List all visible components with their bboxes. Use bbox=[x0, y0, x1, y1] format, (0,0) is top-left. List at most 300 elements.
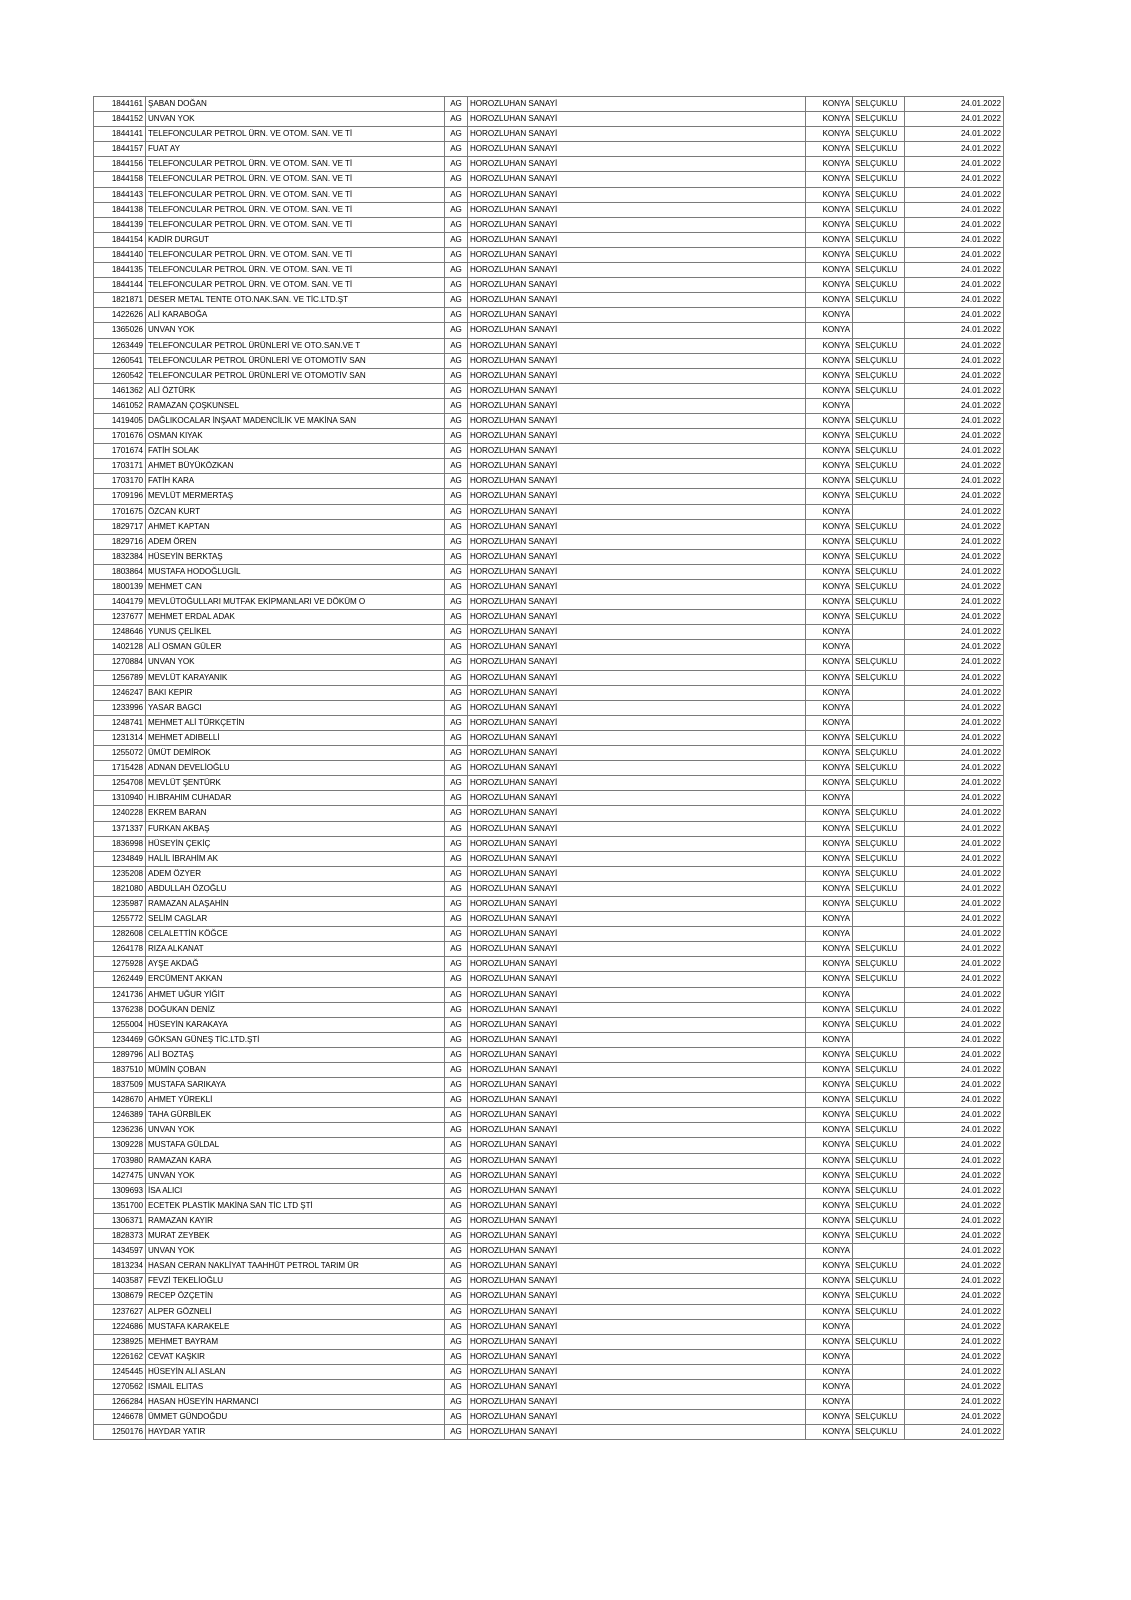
cell-region: HOROZLUHAN SANAYİ bbox=[468, 429, 806, 444]
cell-name: RAMAZAN KAYIR bbox=[146, 1213, 445, 1228]
cell-name: DOĞUKAN DENİZ bbox=[146, 1002, 445, 1017]
cell-date: 24.01.2022 bbox=[905, 1138, 1004, 1153]
cell-region: HOROZLUHAN SANAYİ bbox=[468, 1334, 806, 1349]
cell-city: KONYA bbox=[806, 1183, 853, 1198]
cell-name: GÖKSAN GÜNEŞ TİC.LTD.ŞTİ bbox=[146, 1032, 445, 1047]
cell-region: HOROZLUHAN SANAYİ bbox=[468, 353, 806, 368]
cell-city: KONYA bbox=[806, 1274, 853, 1289]
cell-date: 24.01.2022 bbox=[905, 1168, 1004, 1183]
cell-id: 1248741 bbox=[94, 715, 146, 730]
cell-id: 1404179 bbox=[94, 595, 146, 610]
cell-region: HOROZLUHAN SANAYİ bbox=[468, 715, 806, 730]
cell-region: HOROZLUHAN SANAYİ bbox=[468, 866, 806, 881]
cell-code: AG bbox=[445, 942, 468, 957]
table-body bbox=[94, 97, 1004, 1440]
cell-code: AG bbox=[445, 1319, 468, 1334]
cell-code: AG bbox=[445, 1168, 468, 1183]
cell-id: 1837510 bbox=[94, 1063, 146, 1078]
cell-code: AG bbox=[445, 278, 468, 293]
cell-region: HOROZLUHAN SANAYİ bbox=[468, 187, 806, 202]
cell-code: AG bbox=[445, 1153, 468, 1168]
cell-region: HOROZLUHAN SANAYİ bbox=[468, 564, 806, 579]
cell-code: AG bbox=[445, 730, 468, 745]
table-row bbox=[94, 1093, 1004, 1108]
cell-id: 1837509 bbox=[94, 1078, 146, 1093]
cell-district: SELÇUKLU bbox=[853, 1093, 905, 1108]
cell-region: HOROZLUHAN SANAYİ bbox=[468, 1108, 806, 1123]
cell-code: AG bbox=[445, 806, 468, 821]
cell-city: KONYA bbox=[806, 1047, 853, 1062]
cell-region: HOROZLUHAN SANAYİ bbox=[468, 263, 806, 278]
cell-name: ALİ BOZTAŞ bbox=[146, 1047, 445, 1062]
table-row bbox=[94, 1183, 1004, 1198]
cell-date: 24.01.2022 bbox=[905, 142, 1004, 157]
cell-city: KONYA bbox=[806, 1138, 853, 1153]
cell-city: KONYA bbox=[806, 610, 853, 625]
table-row bbox=[94, 806, 1004, 821]
cell-id: 1821080 bbox=[94, 881, 146, 896]
cell-district: SELÇUKLU bbox=[853, 278, 905, 293]
cell-code: AG bbox=[445, 595, 468, 610]
cell-district: SELÇUKLU bbox=[853, 896, 905, 911]
cell-date: 24.01.2022 bbox=[905, 1063, 1004, 1078]
cell-city: KONYA bbox=[806, 957, 853, 972]
cell-region: HOROZLUHAN SANAYİ bbox=[468, 308, 806, 323]
table-row bbox=[94, 489, 1004, 504]
cell-code: AG bbox=[445, 700, 468, 715]
table-row bbox=[94, 987, 1004, 1002]
cell-city: KONYA bbox=[806, 398, 853, 413]
table-row bbox=[94, 263, 1004, 278]
table-row bbox=[94, 308, 1004, 323]
cell-city: KONYA bbox=[806, 1032, 853, 1047]
cell-city: KONYA bbox=[806, 353, 853, 368]
cell-date: 24.01.2022 bbox=[905, 655, 1004, 670]
cell-date: 24.01.2022 bbox=[905, 172, 1004, 187]
cell-date: 24.01.2022 bbox=[905, 293, 1004, 308]
cell-id: 1844140 bbox=[94, 247, 146, 262]
cell-id: 1234849 bbox=[94, 851, 146, 866]
table-row bbox=[94, 142, 1004, 157]
cell-code: AG bbox=[445, 1063, 468, 1078]
cell-region: HOROZLUHAN SANAYİ bbox=[468, 232, 806, 247]
cell-region: HOROZLUHAN SANAYİ bbox=[468, 1123, 806, 1138]
cell-date: 24.01.2022 bbox=[905, 127, 1004, 142]
cell-district: SELÇUKLU bbox=[853, 338, 905, 353]
table-row bbox=[94, 610, 1004, 625]
cell-date: 24.01.2022 bbox=[905, 1395, 1004, 1410]
cell-code: AG bbox=[445, 1047, 468, 1062]
cell-name: UNVAN YOK bbox=[146, 112, 445, 127]
cell-date: 24.01.2022 bbox=[905, 1304, 1004, 1319]
cell-name: MEVLÜTOĞULLARI MUTFAK EKİPMANLARI VE DÖKÜM O bbox=[146, 595, 445, 610]
cell-date: 24.01.2022 bbox=[905, 1229, 1004, 1244]
cell-region: HOROZLUHAN SANAYİ bbox=[468, 383, 806, 398]
cell-id: 1246247 bbox=[94, 685, 146, 700]
cell-name: İSA ALICI bbox=[146, 1183, 445, 1198]
cell-city: KONYA bbox=[806, 1334, 853, 1349]
cell-code: AG bbox=[445, 157, 468, 172]
cell-name: AHMET BÜYÜKÖZKAN bbox=[146, 459, 445, 474]
cell-code: AG bbox=[445, 776, 468, 791]
table-row bbox=[94, 534, 1004, 549]
cell-date: 24.01.2022 bbox=[905, 564, 1004, 579]
cell-district: SELÇUKLU bbox=[853, 1410, 905, 1425]
cell-name: RECEP ÖZÇETİN bbox=[146, 1289, 445, 1304]
cell-code: AG bbox=[445, 1017, 468, 1032]
cell-id: 1260542 bbox=[94, 368, 146, 383]
subscriber-list-table bbox=[93, 96, 1004, 1440]
cell-city: KONYA bbox=[806, 1364, 853, 1379]
table-row bbox=[94, 323, 1004, 338]
cell-id: 1461362 bbox=[94, 383, 146, 398]
cell-date: 24.01.2022 bbox=[905, 670, 1004, 685]
cell-name: ALİ ÖZTÜRK bbox=[146, 383, 445, 398]
cell-district: SELÇUKLU bbox=[853, 761, 905, 776]
cell-district bbox=[853, 1319, 905, 1334]
cell-region: HOROZLUHAN SANAYİ bbox=[468, 655, 806, 670]
cell-date: 24.01.2022 bbox=[905, 912, 1004, 927]
cell-district: SELÇUKLU bbox=[853, 247, 905, 262]
cell-id: 1255004 bbox=[94, 1017, 146, 1032]
cell-district: SELÇUKLU bbox=[853, 1304, 905, 1319]
cell-city: KONYA bbox=[806, 896, 853, 911]
cell-date: 24.01.2022 bbox=[905, 429, 1004, 444]
cell-id: 1270562 bbox=[94, 1379, 146, 1394]
cell-region: HOROZLUHAN SANAYİ bbox=[468, 1017, 806, 1032]
cell-code: AG bbox=[445, 474, 468, 489]
cell-date: 24.01.2022 bbox=[905, 1108, 1004, 1123]
cell-name: MEHMET CAN bbox=[146, 580, 445, 595]
cell-id: 1235208 bbox=[94, 866, 146, 881]
cell-id: 1246678 bbox=[94, 1410, 146, 1425]
cell-district: SELÇUKLU bbox=[853, 1198, 905, 1213]
cell-name: ADEM ÖREN bbox=[146, 534, 445, 549]
table-row bbox=[94, 1108, 1004, 1123]
cell-id: 1240228 bbox=[94, 806, 146, 821]
cell-name: MUSTAFA GÜLDAL bbox=[146, 1138, 445, 1153]
table-row bbox=[94, 97, 1004, 112]
cell-date: 24.01.2022 bbox=[905, 353, 1004, 368]
cell-id: 1821871 bbox=[94, 293, 146, 308]
table-row bbox=[94, 655, 1004, 670]
cell-name: MÜMİN ÇOBAN bbox=[146, 1063, 445, 1078]
cell-city: KONYA bbox=[806, 127, 853, 142]
cell-district: SELÇUKLU bbox=[853, 776, 905, 791]
table-row bbox=[94, 353, 1004, 368]
cell-region: HOROZLUHAN SANAYİ bbox=[468, 1032, 806, 1047]
cell-date: 24.01.2022 bbox=[905, 202, 1004, 217]
cell-date: 24.01.2022 bbox=[905, 1244, 1004, 1259]
cell-name: FURKAN AKBAŞ bbox=[146, 821, 445, 836]
cell-name: TAHA GÜRBİLEK bbox=[146, 1108, 445, 1123]
cell-id: 1236236 bbox=[94, 1123, 146, 1138]
cell-region: HOROZLUHAN SANAYİ bbox=[468, 912, 806, 927]
cell-region: HOROZLUHAN SANAYİ bbox=[468, 172, 806, 187]
cell-name: SELİM CAGLAR bbox=[146, 912, 445, 927]
cell-date: 24.01.2022 bbox=[905, 776, 1004, 791]
cell-id: 1245445 bbox=[94, 1364, 146, 1379]
table-row bbox=[94, 157, 1004, 172]
table-row bbox=[94, 413, 1004, 428]
cell-name: TELEFONCULAR PETROL ÜRN. VE OTOM. SAN. VE Tİ bbox=[146, 263, 445, 278]
cell-date: 24.01.2022 bbox=[905, 1002, 1004, 1017]
cell-region: HOROZLUHAN SANAYİ bbox=[468, 700, 806, 715]
cell-id: 1844135 bbox=[94, 263, 146, 278]
cell-district: SELÇUKLU bbox=[853, 1002, 905, 1017]
cell-name: UNVAN YOK bbox=[146, 1168, 445, 1183]
cell-city: KONYA bbox=[806, 580, 853, 595]
table-row bbox=[94, 564, 1004, 579]
cell-name: MEHMET ERDAL ADAK bbox=[146, 610, 445, 625]
cell-district: SELÇUKLU bbox=[853, 821, 905, 836]
cell-date: 24.01.2022 bbox=[905, 534, 1004, 549]
table-row bbox=[94, 836, 1004, 851]
cell-date: 24.01.2022 bbox=[905, 866, 1004, 881]
cell-name: TELEFONCULAR PETROL ÜRN. VE OTOM. SAN. VE Tİ bbox=[146, 217, 445, 232]
cell-code: AG bbox=[445, 413, 468, 428]
cell-id: 1234469 bbox=[94, 1032, 146, 1047]
cell-date: 24.01.2022 bbox=[905, 851, 1004, 866]
cell-name: RAMAZAN ALAŞAHİN bbox=[146, 896, 445, 911]
cell-id: 1371337 bbox=[94, 821, 146, 836]
cell-city: KONYA bbox=[806, 1123, 853, 1138]
cell-district: SELÇUKLU bbox=[853, 172, 905, 187]
cell-name: TELEFONCULAR PETROL ÜRN. VE OTOM. SAN. VE Tİ bbox=[146, 247, 445, 262]
cell-district: SELÇUKLU bbox=[853, 112, 905, 127]
cell-id: 1703980 bbox=[94, 1153, 146, 1168]
cell-id: 1803864 bbox=[94, 564, 146, 579]
cell-city: KONYA bbox=[806, 308, 853, 323]
cell-date: 24.01.2022 bbox=[905, 1213, 1004, 1228]
cell-region: HOROZLUHAN SANAYİ bbox=[468, 640, 806, 655]
cell-district: SELÇUKLU bbox=[853, 1259, 905, 1274]
cell-code: AG bbox=[445, 127, 468, 142]
cell-region: HOROZLUHAN SANAYİ bbox=[468, 851, 806, 866]
cell-city: KONYA bbox=[806, 232, 853, 247]
cell-region: HOROZLUHAN SANAYİ bbox=[468, 927, 806, 942]
cell-city: KONYA bbox=[806, 338, 853, 353]
table-row bbox=[94, 1153, 1004, 1168]
cell-date: 24.01.2022 bbox=[905, 97, 1004, 112]
cell-code: AG bbox=[445, 896, 468, 911]
cell-id: 1836998 bbox=[94, 836, 146, 851]
table-row bbox=[94, 1168, 1004, 1183]
table-row bbox=[94, 851, 1004, 866]
cell-code: AG bbox=[445, 851, 468, 866]
cell-date: 24.01.2022 bbox=[905, 263, 1004, 278]
cell-name: HASAN CERAN NAKLİYAT TAAHHÜT PETROL TARIM ÜR bbox=[146, 1259, 445, 1274]
cell-date: 24.01.2022 bbox=[905, 761, 1004, 776]
cell-date: 24.01.2022 bbox=[905, 1379, 1004, 1394]
cell-region: HOROZLUHAN SANAYİ bbox=[468, 293, 806, 308]
cell-id: 1224686 bbox=[94, 1319, 146, 1334]
cell-name: DESER METAL TENTE OTO.NAK.SAN. VE TİC.LTD.ŞT bbox=[146, 293, 445, 308]
cell-region: HOROZLUHAN SANAYİ bbox=[468, 1410, 806, 1425]
cell-district: SELÇUKLU bbox=[853, 595, 905, 610]
table-row bbox=[94, 1078, 1004, 1093]
cell-district bbox=[853, 1379, 905, 1394]
cell-date: 24.01.2022 bbox=[905, 806, 1004, 821]
cell-date: 24.01.2022 bbox=[905, 247, 1004, 262]
cell-city: KONYA bbox=[806, 368, 853, 383]
table-row bbox=[94, 1213, 1004, 1228]
table-row bbox=[94, 761, 1004, 776]
cell-district: SELÇUKLU bbox=[853, 1047, 905, 1062]
cell-district: SELÇUKLU bbox=[853, 217, 905, 232]
cell-id: 1264178 bbox=[94, 942, 146, 957]
table-row bbox=[94, 1017, 1004, 1032]
cell-region: HOROZLUHAN SANAYİ bbox=[468, 625, 806, 640]
cell-name: MEHMET ADIBELLİ bbox=[146, 730, 445, 745]
cell-id: 1275928 bbox=[94, 957, 146, 972]
cell-date: 24.01.2022 bbox=[905, 383, 1004, 398]
table-row bbox=[94, 278, 1004, 293]
table-row bbox=[94, 791, 1004, 806]
cell-name: AHMET KAPTAN bbox=[146, 519, 445, 534]
cell-region: HOROZLUHAN SANAYİ bbox=[468, 459, 806, 474]
cell-code: AG bbox=[445, 1229, 468, 1244]
cell-code: AG bbox=[445, 1395, 468, 1410]
cell-city: KONYA bbox=[806, 851, 853, 866]
cell-district: SELÇUKLU bbox=[853, 730, 905, 745]
cell-region: HOROZLUHAN SANAYİ bbox=[468, 821, 806, 836]
cell-date: 24.01.2022 bbox=[905, 896, 1004, 911]
table-row bbox=[94, 1123, 1004, 1138]
cell-id: 1289796 bbox=[94, 1047, 146, 1062]
cell-date: 24.01.2022 bbox=[905, 1425, 1004, 1440]
cell-city: KONYA bbox=[806, 444, 853, 459]
cell-district: SELÇUKLU bbox=[853, 1153, 905, 1168]
cell-name: MEVLÜT ŞENTÜRK bbox=[146, 776, 445, 791]
cell-id: 1309228 bbox=[94, 1138, 146, 1153]
cell-city: KONYA bbox=[806, 927, 853, 942]
cell-district bbox=[853, 685, 905, 700]
cell-date: 24.01.2022 bbox=[905, 1093, 1004, 1108]
cell-city: KONYA bbox=[806, 912, 853, 927]
table-row bbox=[94, 549, 1004, 564]
cell-date: 24.01.2022 bbox=[905, 1078, 1004, 1093]
cell-city: KONYA bbox=[806, 1410, 853, 1425]
cell-city: KONYA bbox=[806, 791, 853, 806]
cell-code: AG bbox=[445, 685, 468, 700]
cell-name: TELEFONCULAR PETROL ÜRN. VE OTOM. SAN. VE Tİ bbox=[146, 187, 445, 202]
table-row bbox=[94, 112, 1004, 127]
cell-district: SELÇUKLU bbox=[853, 957, 905, 972]
table-row bbox=[94, 957, 1004, 972]
cell-date: 24.01.2022 bbox=[905, 730, 1004, 745]
cell-date: 24.01.2022 bbox=[905, 881, 1004, 896]
cell-district: SELÇUKLU bbox=[853, 1274, 905, 1289]
cell-region: HOROZLUHAN SANAYİ bbox=[468, 761, 806, 776]
cell-date: 24.01.2022 bbox=[905, 1259, 1004, 1274]
cell-code: AG bbox=[445, 1410, 468, 1425]
cell-district: SELÇUKLU bbox=[853, 806, 905, 821]
cell-district: SELÇUKLU bbox=[853, 564, 905, 579]
cell-code: AG bbox=[445, 1078, 468, 1093]
cell-district: SELÇUKLU bbox=[853, 187, 905, 202]
cell-district: SELÇUKLU bbox=[853, 1289, 905, 1304]
cell-code: AG bbox=[445, 1002, 468, 1017]
cell-district bbox=[853, 504, 905, 519]
cell-city: KONYA bbox=[806, 1229, 853, 1244]
table-row bbox=[94, 580, 1004, 595]
table-row bbox=[94, 1047, 1004, 1062]
cell-name: MEHMET ALİ TÜRKÇETİN bbox=[146, 715, 445, 730]
cell-code: AG bbox=[445, 1108, 468, 1123]
cell-id: 1844157 bbox=[94, 142, 146, 157]
cell-city: KONYA bbox=[806, 1289, 853, 1304]
cell-name: TELEFONCULAR PETROL ÜRN. VE OTOM. SAN. VE Tİ bbox=[146, 157, 445, 172]
cell-city: KONYA bbox=[806, 1379, 853, 1394]
cell-city: KONYA bbox=[806, 1017, 853, 1032]
cell-id: 1701674 bbox=[94, 444, 146, 459]
cell-name: ÖZCAN KURT bbox=[146, 504, 445, 519]
cell-date: 24.01.2022 bbox=[905, 746, 1004, 761]
cell-region: HOROZLUHAN SANAYİ bbox=[468, 368, 806, 383]
cell-city: KONYA bbox=[806, 1002, 853, 1017]
cell-code: AG bbox=[445, 1379, 468, 1394]
cell-district: SELÇUKLU bbox=[853, 413, 905, 428]
cell-date: 24.01.2022 bbox=[905, 685, 1004, 700]
cell-code: AG bbox=[445, 549, 468, 564]
cell-name: OSMAN KIYAK bbox=[146, 429, 445, 444]
cell-id: 1703170 bbox=[94, 474, 146, 489]
cell-region: HOROZLUHAN SANAYİ bbox=[468, 398, 806, 413]
cell-region: HOROZLUHAN SANAYİ bbox=[468, 1213, 806, 1228]
cell-code: AG bbox=[445, 715, 468, 730]
cell-code: AG bbox=[445, 655, 468, 670]
table-row bbox=[94, 1304, 1004, 1319]
cell-district: SELÇUKLU bbox=[853, 383, 905, 398]
cell-code: AG bbox=[445, 202, 468, 217]
cell-region: HOROZLUHAN SANAYİ bbox=[468, 474, 806, 489]
cell-date: 24.01.2022 bbox=[905, 715, 1004, 730]
cell-date: 24.01.2022 bbox=[905, 700, 1004, 715]
cell-name: CELALETTİN KÖĞCE bbox=[146, 927, 445, 942]
cell-date: 24.01.2022 bbox=[905, 398, 1004, 413]
cell-city: KONYA bbox=[806, 1244, 853, 1259]
cell-code: AG bbox=[445, 519, 468, 534]
cell-district: SELÇUKLU bbox=[853, 610, 905, 625]
cell-city: KONYA bbox=[806, 1425, 853, 1440]
cell-name: FATİH SOLAK bbox=[146, 444, 445, 459]
cell-district: SELÇUKLU bbox=[853, 1123, 905, 1138]
cell-city: KONYA bbox=[806, 187, 853, 202]
cell-district: SELÇUKLU bbox=[853, 97, 905, 112]
cell-id: 1263449 bbox=[94, 338, 146, 353]
table-row bbox=[94, 398, 1004, 413]
cell-district: SELÇUKLU bbox=[853, 1213, 905, 1228]
cell-id: 1309693 bbox=[94, 1183, 146, 1198]
cell-code: AG bbox=[445, 142, 468, 157]
cell-id: 1376238 bbox=[94, 1002, 146, 1017]
cell-code: AG bbox=[445, 112, 468, 127]
cell-code: AG bbox=[445, 97, 468, 112]
cell-city: KONYA bbox=[806, 519, 853, 534]
cell-name: HALİL İBRAHİM AK bbox=[146, 851, 445, 866]
table-row bbox=[94, 338, 1004, 353]
cell-id: 1237627 bbox=[94, 1304, 146, 1319]
cell-region: HOROZLUHAN SANAYİ bbox=[468, 685, 806, 700]
cell-date: 24.01.2022 bbox=[905, 927, 1004, 942]
cell-city: KONYA bbox=[806, 564, 853, 579]
cell-code: AG bbox=[445, 761, 468, 776]
cell-id: 1250176 bbox=[94, 1425, 146, 1440]
cell-date: 24.01.2022 bbox=[905, 187, 1004, 202]
cell-date: 24.01.2022 bbox=[905, 157, 1004, 172]
cell-id: 1248646 bbox=[94, 625, 146, 640]
